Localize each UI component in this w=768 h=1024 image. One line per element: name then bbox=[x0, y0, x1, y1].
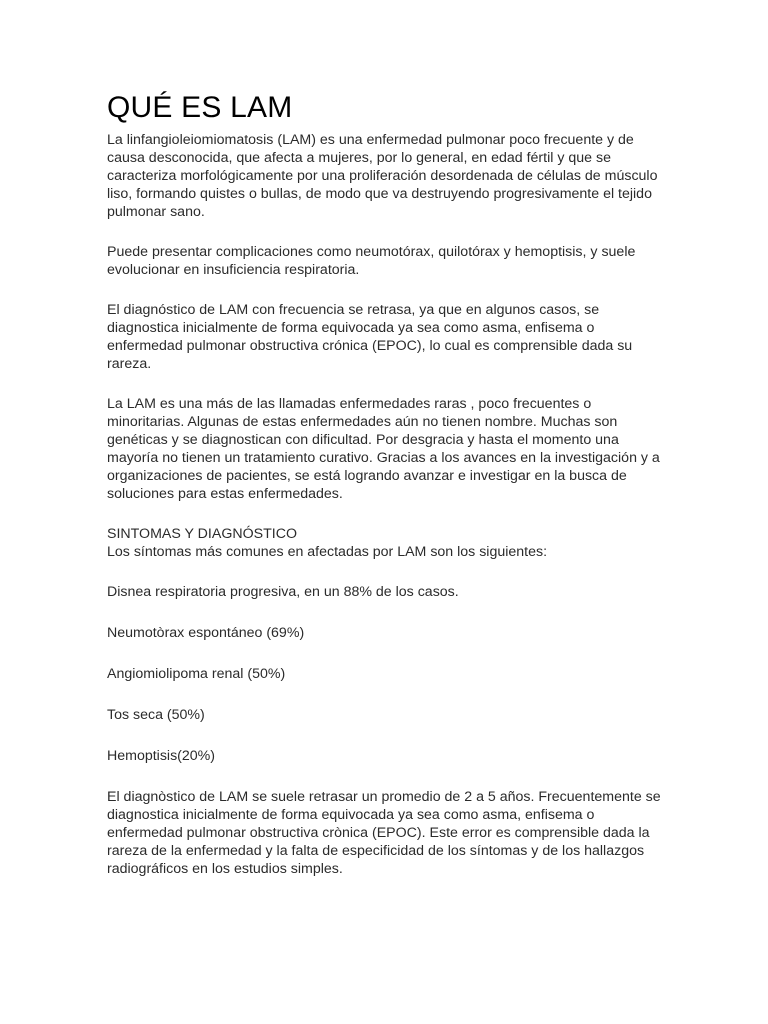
symptom-item: Angiomiolipoma renal (50%) bbox=[107, 666, 286, 682]
paragraph-closing: El diagnòstico de LAM se suele retrasar un promedio de 2 a 5 años. Frecuentemente se diagnostica inicialmente de forma equivocada ya sea como asma, enfisema o enfermedad pulmonar obstructiva crònica (EPOC). Este error es comprensible dada la rareza de la enfermedad y la falta de especificidad de los síntomas y de los hallazgos radiográficos en los estudios simples. bbox=[107, 789, 661, 877]
section-intro: Los síntomas más comunes en afectadas por LAM son los siguientes: bbox=[107, 544, 548, 560]
paragraph-diagnosis-delay: El diagnóstico de LAM con frecuencia se retrasa, ya que en algunos casos, se diagnostica inicialmente de forma equivocada ya sea como asma, enfisema o enfermedad pulmonar obstructiva crónica (EPOC), lo cual es comprensible dada su rareza. bbox=[107, 302, 633, 372]
paragraph-definition: La linfangioleiomiomatosis (LAM) es una enfermedad pulmonar poco frecuente y de causa desconocida, que afecta a mujeres, por lo general, en edad fértil y que se caracteriza morfológicamente por una proliferación desordenada de células de músculo liso, formando quistes o bullas, de modo que va destruyendo progresivamente el tejido pulmonar sano. bbox=[107, 132, 658, 220]
symptom-item: Tos seca (50%) bbox=[107, 707, 205, 723]
section-heading: SINTOMAS Y DIAGNÓSTICO bbox=[107, 526, 297, 542]
symptom-item: Neumotòrax espontáneo (69%) bbox=[107, 625, 305, 641]
document-title: QUÉ ES LAM bbox=[107, 91, 293, 124]
symptom-item: Disnea respiratoria progresiva, en un 88% de los casos. bbox=[107, 584, 459, 600]
paragraph-complications: Puede presentar complicaciones como neumotórax, quilotórax y hemoptisis, y suele evolucionar en insuficiencia respiratoria. bbox=[107, 244, 636, 278]
paragraph-rare-diseases: La LAM es una más de las llamadas enfermedades raras , poco frecuentes o minoritarias. Algunas de estas enfermedades aún no tienen nombre. Muchas son genéticas y se diagnostican con dificultad. Por desgracia y hasta el momento una mayoría no tienen un tratamiento curativo. Gracias a los avances en la investigación y a organizaciones de pacientes, se está logrando avanzar e investigar en la busca de soluciones para estas enfermedades. bbox=[107, 396, 660, 502]
symptom-item: Hemoptisis(20%) bbox=[107, 748, 216, 764]
